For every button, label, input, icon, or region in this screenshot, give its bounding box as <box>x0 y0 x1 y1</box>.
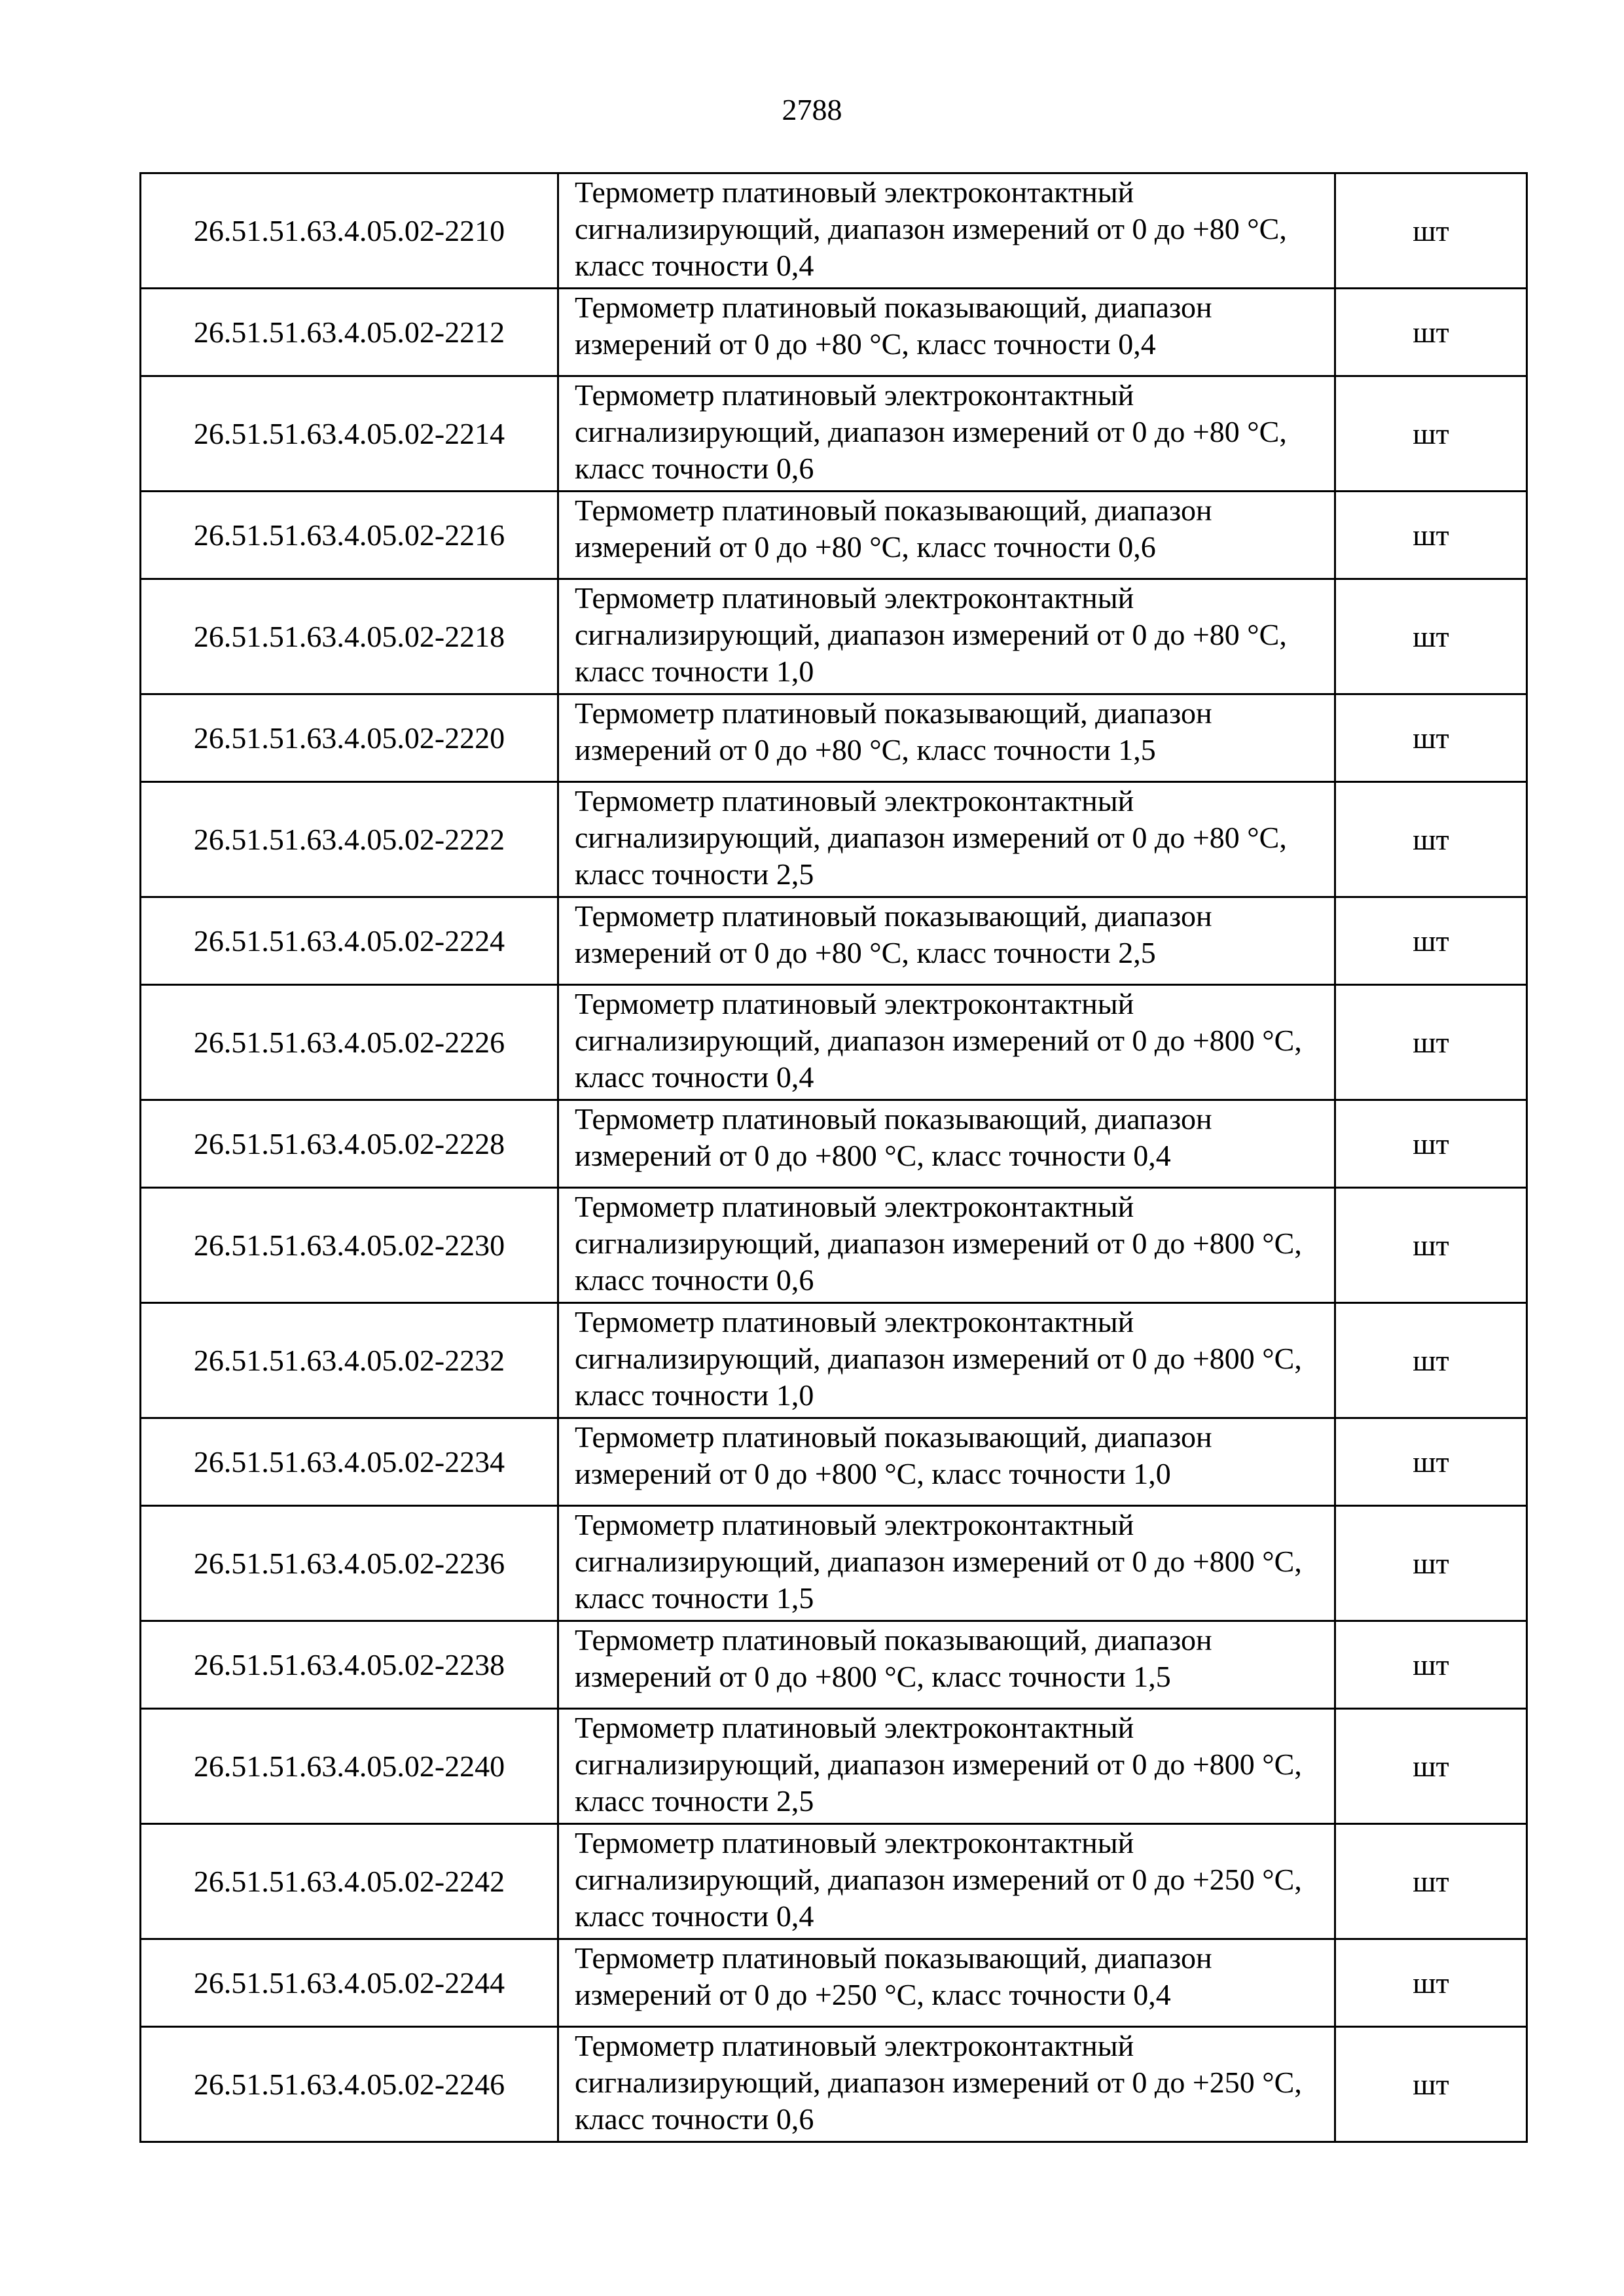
resource-code: 26.51.51.63.4.05.02-2228 <box>141 1100 558 1188</box>
resource-code: 26.51.51.63.4.05.02-2244 <box>141 1939 558 2027</box>
table-row <box>141 492 1527 579</box>
table-row <box>141 1303 1527 1418</box>
resource-unit: шт <box>1335 173 1527 289</box>
table-row <box>141 376 1527 492</box>
resource-name: Термометр платиновый электроконтактный сигнализирующий, диапазон измерений от 0 до +80 °С, класс точности 2,5 <box>558 782 1335 897</box>
resource-name: Термометр платиновый электроконтактный сигнализирующий, диапазон измерений от 0 до +800 °С, класс точности 1,5 <box>558 1506 1335 1621</box>
resource-code: 26.51.51.63.4.05.02-2226 <box>141 985 558 1100</box>
resource-name: Термометр платиновый электроконтактный сигнализирующий, диапазон измерений от 0 до +80 °С, класс точности 0,4 <box>558 173 1335 289</box>
resource-unit: шт <box>1335 2027 1527 2142</box>
table-row <box>141 985 1527 1100</box>
table-row <box>141 1824 1527 1939</box>
resource-unit: шт <box>1335 1621 1527 1709</box>
resource-name: Термометр платиновый электроконтактный сигнализирующий, диапазон измерений от 0 до +250 °С, класс точности 0,6 <box>558 2027 1335 2142</box>
resource-code: 26.51.51.63.4.05.02-2212 <box>141 289 558 376</box>
resource-unit: шт <box>1335 1100 1527 1188</box>
table-row <box>141 1709 1527 1824</box>
resource-code: 26.51.51.63.4.05.02-2214 <box>141 376 558 492</box>
resource-name: Термометр платиновый показывающий, диапазон измерений от 0 до +250 °С, класс точности 0,4 <box>558 1939 1335 2027</box>
resource-code: 26.51.51.63.4.05.02-2236 <box>141 1506 558 1621</box>
resource-unit: шт <box>1335 1418 1527 1506</box>
resource-code: 26.51.51.63.4.05.02-2210 <box>141 173 558 289</box>
resource-unit: шт <box>1335 289 1527 376</box>
resource-name: Термометр платиновый показывающий, диапазон измерений от 0 до +800 °С, класс точности 1,5 <box>558 1621 1335 1709</box>
table-row <box>141 1506 1527 1621</box>
table-row <box>141 694 1527 782</box>
table-row <box>141 289 1527 376</box>
resource-code: 26.51.51.63.4.05.02-2230 <box>141 1188 558 1303</box>
resource-name: Термометр платиновый электроконтактный сигнализирующий, диапазон измерений от 0 до +250 °С, класс точности 0,4 <box>558 1824 1335 1939</box>
resource-name: Термометр платиновый электроконтактный сигнализирующий, диапазон измерений от 0 до +80 °С, класс точности 0,6 <box>558 376 1335 492</box>
table-row <box>141 897 1527 985</box>
table-row <box>141 1621 1527 1709</box>
table-row <box>141 173 1527 289</box>
resource-name: Термометр платиновый показывающий, диапазон измерений от 0 до +80 °С, класс точности 0,4 <box>558 289 1335 376</box>
resource-unit: шт <box>1335 897 1527 985</box>
resource-unit: шт <box>1335 1506 1527 1621</box>
resource-unit: шт <box>1335 1709 1527 1824</box>
table-row <box>141 2027 1527 2142</box>
resource-name: Термометр платиновый показывающий, диапазон измерений от 0 до +80 °С, класс точности 0,6 <box>558 492 1335 579</box>
resource-unit: шт <box>1335 694 1527 782</box>
resource-unit: шт <box>1335 1939 1527 2027</box>
resource-code: 26.51.51.63.4.05.02-2222 <box>141 782 558 897</box>
resource-unit: шт <box>1335 1188 1527 1303</box>
table-row <box>141 782 1527 897</box>
resource-name: Термометр платиновый электроконтактный сигнализирующий, диапазон измерений от 0 до +800 °С, класс точности 0,4 <box>558 985 1335 1100</box>
resource-unit: шт <box>1335 1303 1527 1418</box>
resource-name: Термометр платиновый электроконтактный сигнализирующий, диапазон измерений от 0 до +80 °С, класс точности 1,0 <box>558 579 1335 694</box>
resource-unit: шт <box>1335 579 1527 694</box>
resource-code: 26.51.51.63.4.05.02-2218 <box>141 579 558 694</box>
resource-code: 26.51.51.63.4.05.02-2240 <box>141 1709 558 1824</box>
table-row <box>141 1939 1527 2027</box>
table-row <box>141 1100 1527 1188</box>
resource-name: Термометр платиновый показывающий, диапазон измерений от 0 до +80 °С, класс точности 2,5 <box>558 897 1335 985</box>
resource-unit: шт <box>1335 782 1527 897</box>
resource-code: 26.51.51.63.4.05.02-2246 <box>141 2027 558 2142</box>
table-row <box>141 1418 1527 1506</box>
resource-code: 26.51.51.63.4.05.02-2234 <box>141 1418 558 1506</box>
resource-name: Термометр платиновый электроконтактный сигнализирующий, диапазон измерений от 0 до +800 °С, класс точности 2,5 <box>558 1709 1335 1824</box>
resource-code: 26.51.51.63.4.05.02-2232 <box>141 1303 558 1418</box>
resource-unit: шт <box>1335 985 1527 1100</box>
resource-unit: шт <box>1335 492 1527 579</box>
resource-code: 26.51.51.63.4.05.02-2216 <box>141 492 558 579</box>
resource-code: 26.51.51.63.4.05.02-2238 <box>141 1621 558 1709</box>
page-number: 2788 <box>782 93 842 126</box>
resource-code: 26.51.51.63.4.05.02-2242 <box>141 1824 558 1939</box>
resource-name: Термометр платиновый показывающий, диапазон измерений от 0 до +80 °С, класс точности 1,5 <box>558 694 1335 782</box>
resource-table <box>139 172 1528 2143</box>
resource-code: 26.51.51.63.4.05.02-2220 <box>141 694 558 782</box>
resource-unit: шт <box>1335 1824 1527 1939</box>
resource-name: Термометр платиновый показывающий, диапазон измерений от 0 до +800 °С, класс точности 0,4 <box>558 1100 1335 1188</box>
resource-name: Термометр платиновый электроконтактный сигнализирующий, диапазон измерений от 0 до +800 °С, класс точности 1,0 <box>558 1303 1335 1418</box>
resource-code: 26.51.51.63.4.05.02-2224 <box>141 897 558 985</box>
resource-name: Термометр платиновый показывающий, диапазон измерений от 0 до +800 °С, класс точности 1,0 <box>558 1418 1335 1506</box>
resource-unit: шт <box>1335 376 1527 492</box>
table-row <box>141 579 1527 694</box>
table-row <box>141 1188 1527 1303</box>
resource-name: Термометр платиновый электроконтактный сигнализирующий, диапазон измерений от 0 до +800 °С, класс точности 0,6 <box>558 1188 1335 1303</box>
